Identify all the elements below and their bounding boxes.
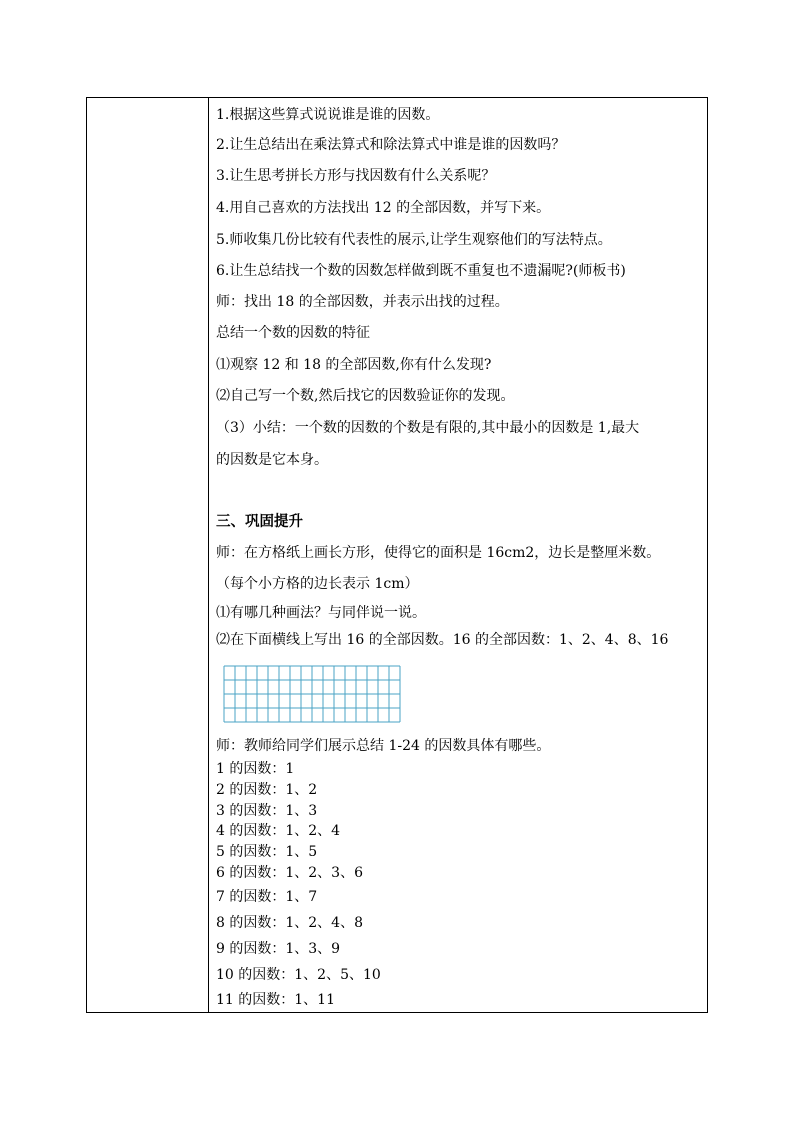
- factor-list-item: 6 的因数：1、2、3、6: [216, 865, 363, 881]
- factor-list-item: 1 的因数：1: [216, 761, 295, 777]
- factor-list-item: 3 的因数：1、3: [216, 803, 318, 819]
- summary-title: 总结一个数的因数的特征: [216, 325, 370, 341]
- teacher-show: 师：教师给同学们展示总结 1-24 的因数具体有哪些。: [216, 738, 551, 754]
- practice-task: 师：在方格纸上画长方形，使得它的面积是 16cm2，边长是整厘米数。: [216, 545, 661, 561]
- summary-item-4: 的因数是它本身。: [216, 452, 328, 468]
- summary-item-2: ⑵自己写一个数,然后找它的因数验证你的发现。: [216, 388, 515, 404]
- column-divider: [208, 98, 209, 1012]
- factor-list-item: 5 的因数：1、5: [216, 844, 318, 860]
- factor-list-item: 11 的因数：1、11: [216, 992, 335, 1008]
- factor-list-item: 8 的因数：1、2、4、8: [216, 915, 363, 931]
- practice-q2: ⑵在下面横线上写出 16 的全部因数。16 的全部因数：1、2、4、8、16: [216, 632, 669, 648]
- lesson-table: [86, 97, 708, 1013]
- summary-item-3: （3）小结：一个数的因数的个数是有限的,其中最小的因数是 1,最大: [216, 420, 640, 436]
- teacher-find-18: 师：找出 18 的全部因数，并表示出找的过程。: [216, 294, 509, 310]
- content-cell: [216, 98, 706, 1012]
- step-6: 6.让生总结找一个数的因数怎样做到既不重复也不遗漏呢?(师板书): [216, 263, 626, 279]
- section-title: 三、巩固提升: [216, 513, 303, 530]
- square-grid-paper: [223, 665, 401, 723]
- summary-item-1: ⑴观察 12 和 18 的全部因数,你有什么发现?: [216, 357, 492, 373]
- step-1: 1.根据这些算式说说谁是谁的因数。: [216, 107, 440, 123]
- step-3: 3.让生思考拼长方形与找因数有什么关系呢？: [216, 168, 496, 184]
- factor-list-item: 2 的因数：1、2: [216, 782, 318, 798]
- factor-list-item: 10 的因数：1、2、5、10: [216, 967, 381, 983]
- step-2: 2.让生总结出在乘法算式和除法算式中谁是谁的因数吗？: [216, 137, 566, 153]
- step-4: 4.用自己喜欢的方法找出 12 的全部因数，并写下来。: [216, 200, 551, 216]
- step-5: 5.师收集几份比较有代表性的展示,让学生观察他们的写法特点。: [216, 232, 612, 248]
- factor-list-item: 4 的因数：1、2、4: [216, 823, 341, 839]
- factor-list-item: 9 的因数：1、3、9: [216, 941, 341, 957]
- practice-note: （每个小方格的边长表示 1cm）: [216, 576, 419, 592]
- practice-q1: ⑴有哪几种画法？与同伴说一说。: [216, 605, 426, 621]
- factor-list-item: 7 的因数：1、7: [216, 889, 318, 905]
